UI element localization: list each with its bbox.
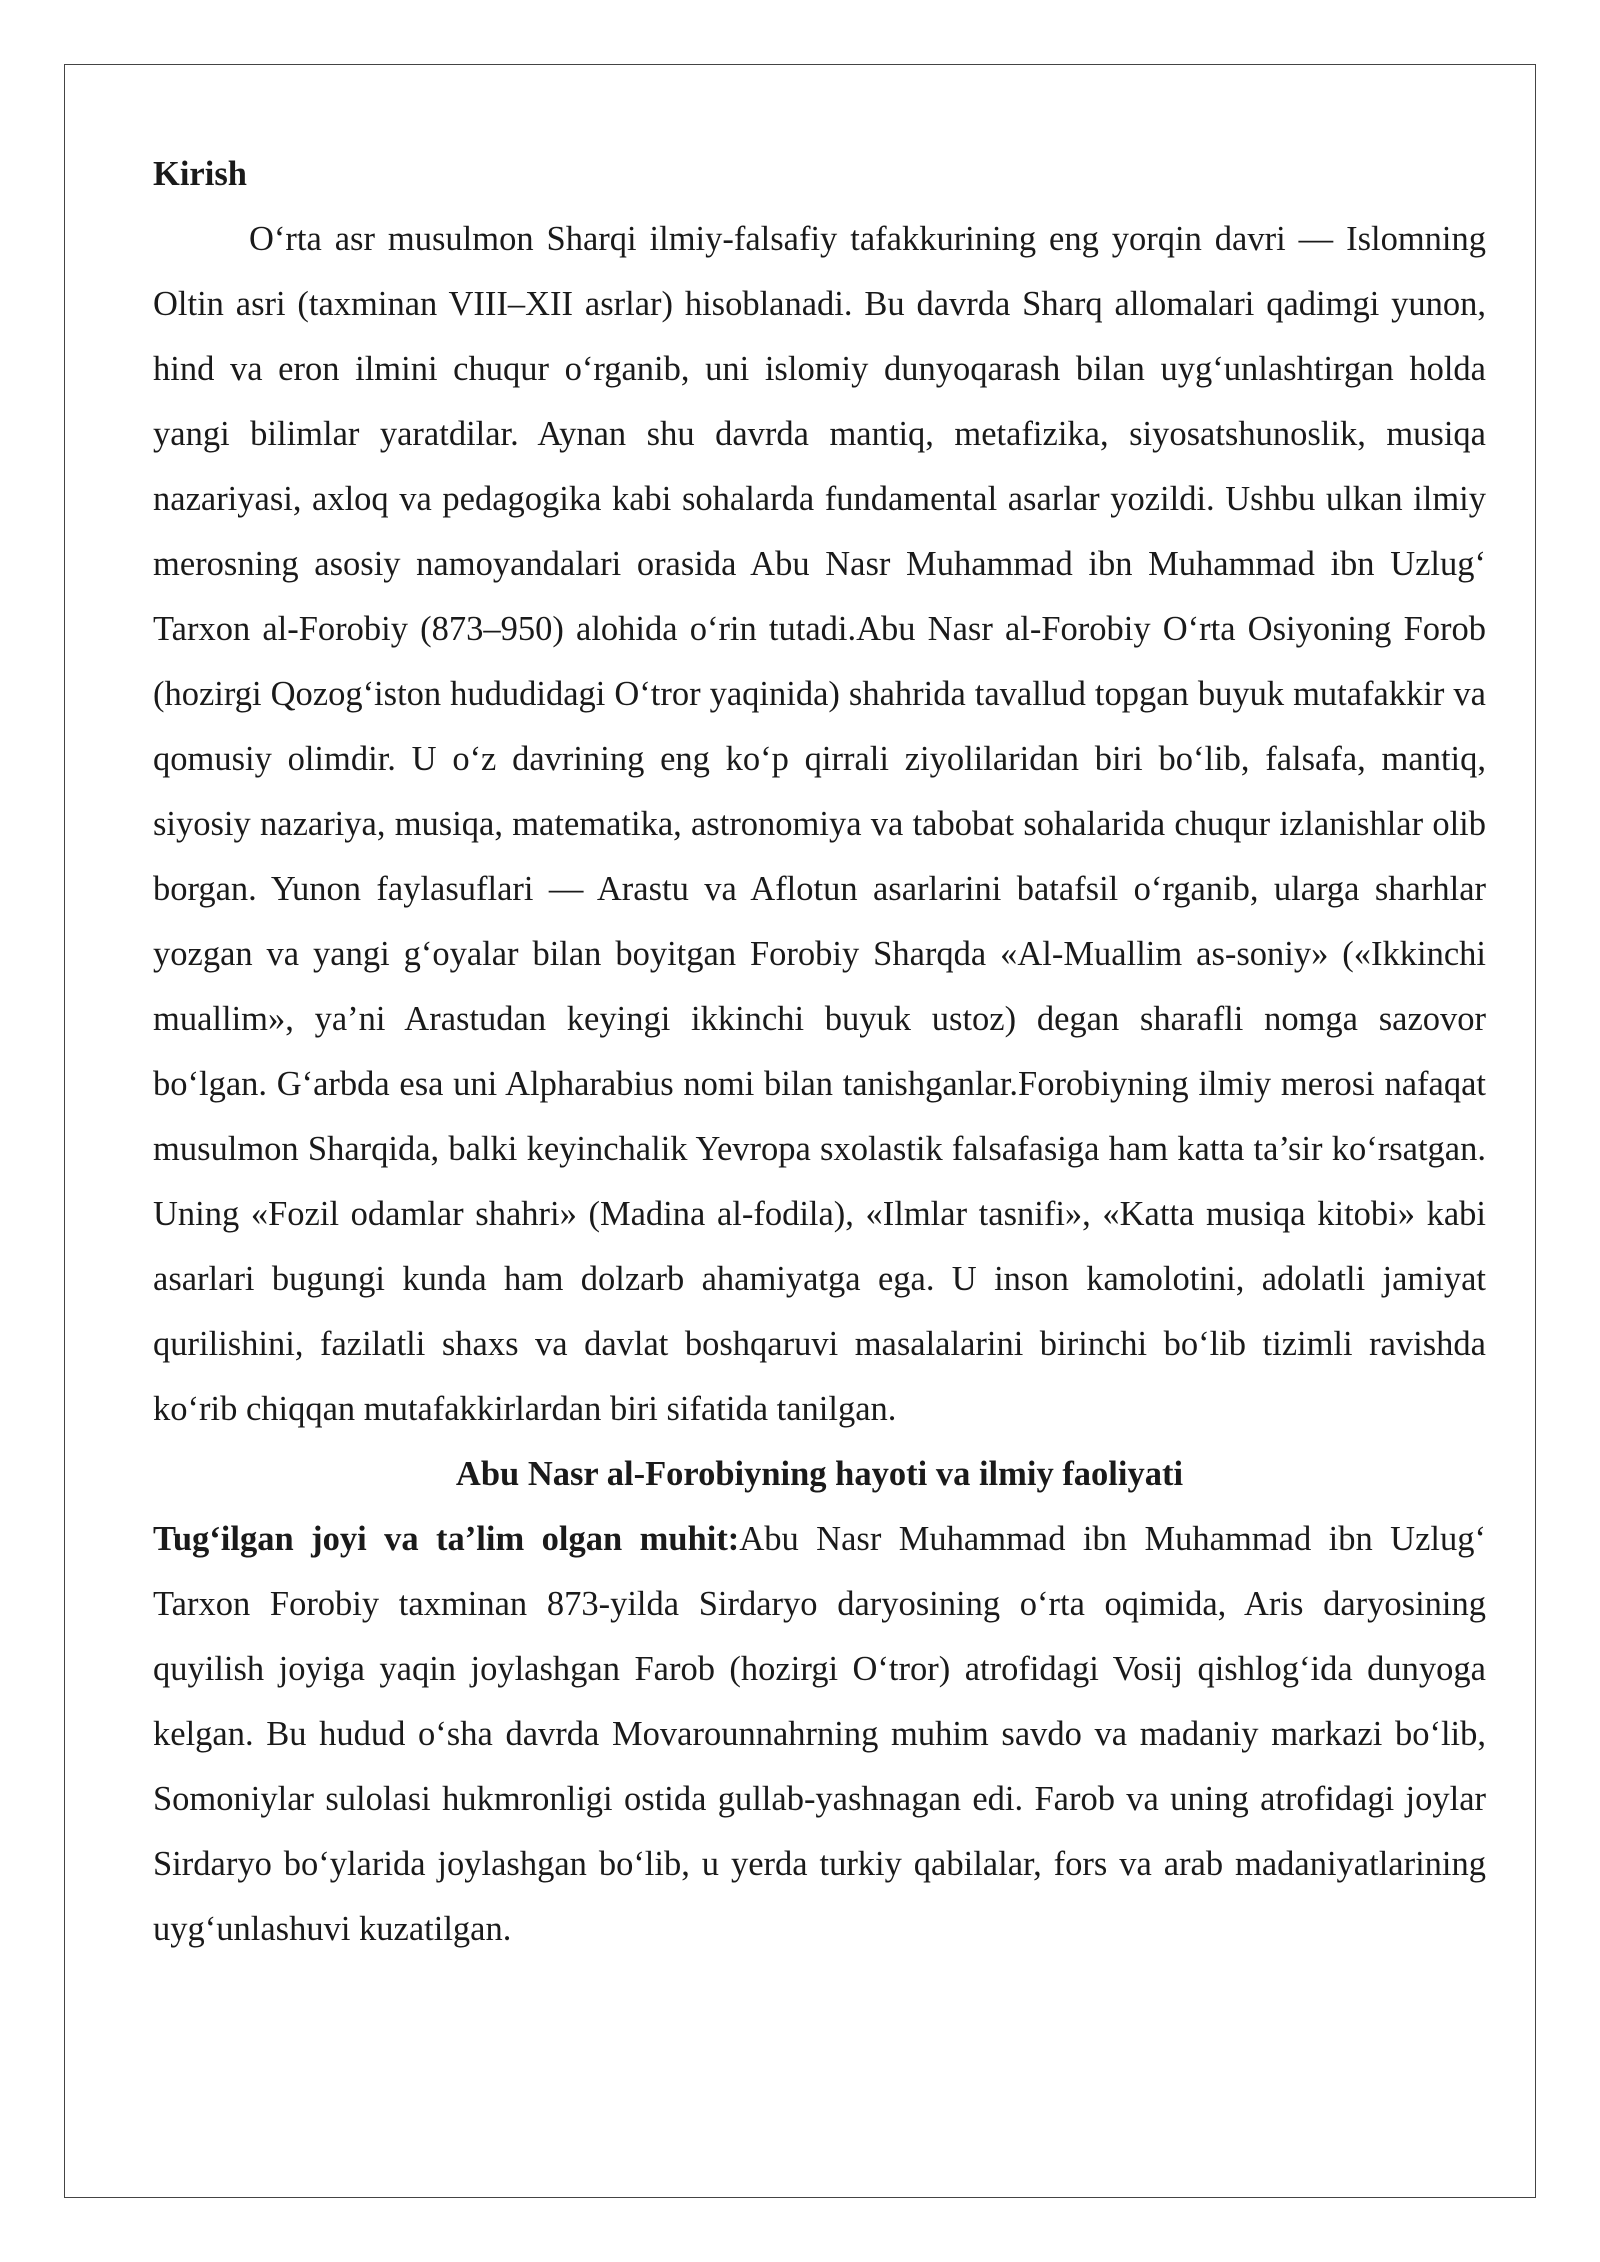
section-heading: Abu Nasr al-Forobiyning hayoti va ilmiy faoliyati bbox=[455, 1455, 1184, 1493]
subsection-text: Abu Nasr Muhammad ibn Muhammad ibn Uzlug‘ Tarxon Forobiy taxminan 873-yilda Sirdaryo daryosining o‘rta oqimida, Aris daryosining quyilish joyiga yaqin joylashgan Farob (hozirgi O‘tror) atrofidagi Vosij qishlog‘ida dunyoga kelgan. Bu hudud o‘sha davrda Movarounnahrning muhim savdo va madaniy markazi bo‘lib, Somoniylar sulolasi hukmronligi ostida gullab-yashnagan edi. Farob va uning atrofidagi joylar Sirdaryo bo‘ylarida joylashgan bo‘lib, u yerda turkiy qabilalar, fors va arab madaniyatlarining uyg‘unlashuvi kuzatilgan. bbox=[153, 1520, 1486, 1948]
intro-paragraph: O‘rta asr musulmon Sharqi ilmiy-falsafiy tafakkurining eng yorqin davri — Islomning Oltin asri (taxminan VIII–XII asrlar) hisoblanadi. Bu davrda Sharq allomalari qadimgi yunon, hind va eron ilmini chuqur o‘rganib, uni islomiy dunyoqarash bilan uyg‘unlashtirgan holda yangi bilimlar yaratdilar. Aynan shu davrda mantiq, metafizika, siyosatshunoslik, musiqa nazariyasi, axloq va pedagogika kabi sohalarda fundamental asarlar yozildi. Ushbu ulkan ilmiy merosning asosiy namoyandalari orasida Abu Nasr Muhammad ibn Muhammad ibn Uzlug‘ Tarxon al-Forobiy (873–950) alohida o‘rin tutadi.Abu Nasr al-Forobiy O‘rta Osiyoning Forob (hozirgi Qozog‘iston hududidagi O‘tror yaqinida) shahrida tavallud topgan buyuk mutafakkir va qomusiy olimdir. U o‘z davrining eng ko‘p qirrali ziyolilaridan biri bo‘lib, falsafa, mantiq, siyosiy nazariya, musiqa, matematika, astronomiya va tabobat sohalarida chuqur izlanishlar olib borgan. Yunon faylasuflari — Arastu va Aflotun asarlarini batafsil o‘rganib, ularga sharhlar yozgan va yangi g‘oyalar bilan boyitgan Forobiy Sharqda «Al-Muallim as-soniy» («Ikkinchi muallim», ya’ni Arastudan keyingi ikkinchi buyuk ustoz) degan sharafli nomga sazovor bo‘lgan. G‘arbda esa uni Alpharabius nomi bilan tanishganlar.Forobiyning ilmiy merosi nafaqat musulmon Sharqida, balki keyinchalik Yevropa sxolastik falsafasiga ham katta ta’sir ko‘rsatgan. Uning «Fozil odamlar shahri» (Madina al-fodila), «Ilmlar tasnifi», «Katta musiqa kitobi» kabi asarlari bugungi kunda ham dolzarb ahamiyatga ega. U inson kamolotini, adolatli jamiyat qurilishini, fazilatli shaxs va davlat boshqaruvi masalalarini birinchi bo‘lib tizimli ravishda ko‘rib chiqqan mutafakkirlardan biri sifatida tanilgan. bbox=[153, 220, 1486, 1428]
subsection-paragraph bbox=[153, 1507, 1486, 1962]
subsection-label: Tug‘ilgan joyi va ta’lim olgan muhit: bbox=[153, 1520, 740, 1558]
document-body bbox=[153, 142, 1486, 1962]
intro-heading: Kirish bbox=[153, 155, 247, 193]
